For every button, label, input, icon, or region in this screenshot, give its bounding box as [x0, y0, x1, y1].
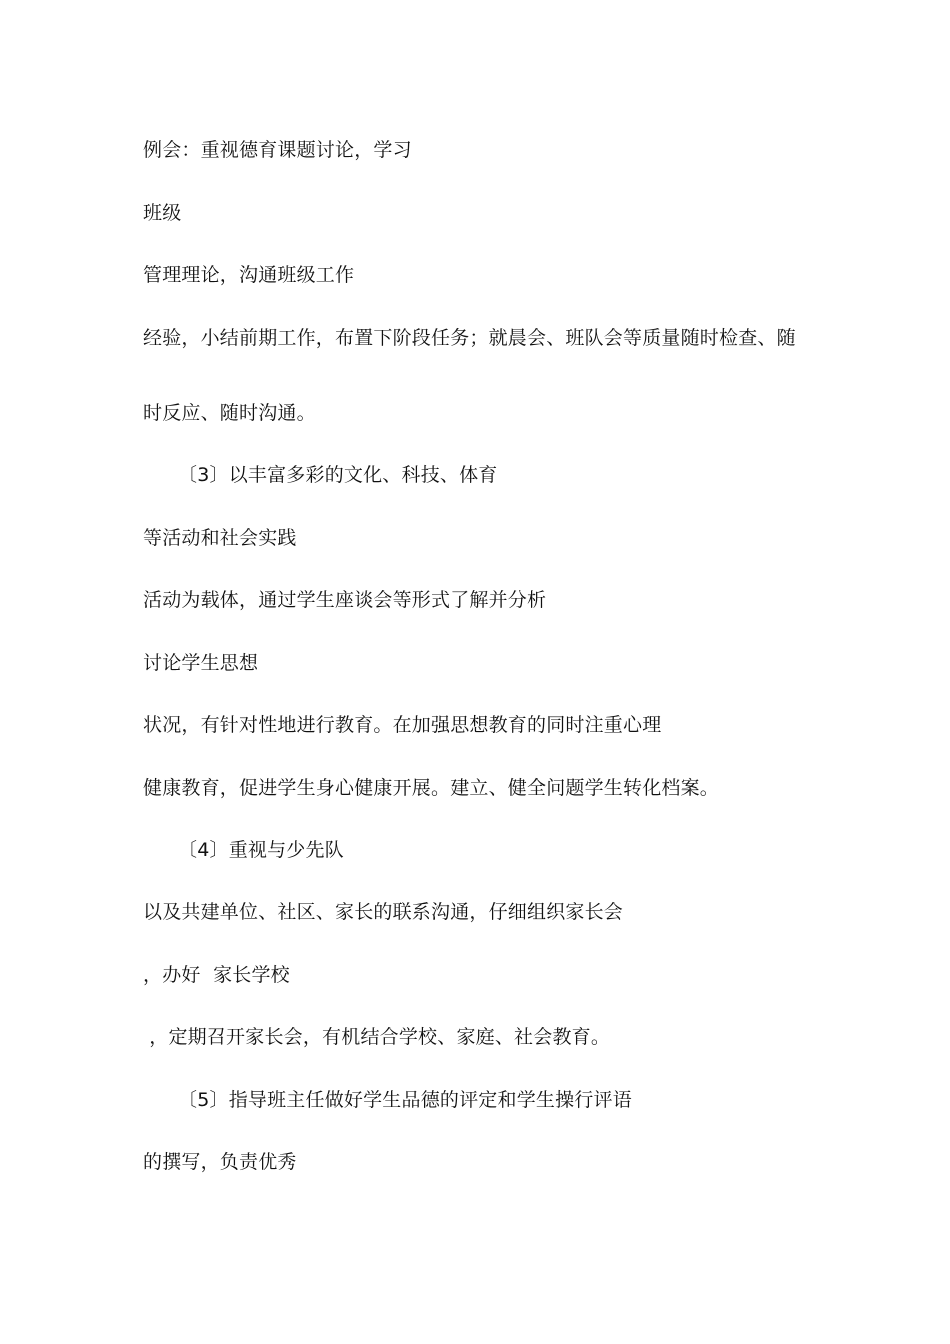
- text-line: 管理理论，沟通班级工作: [143, 264, 355, 286]
- text-line: 活动为载体，通过学生座谈会等形式了解并分析: [143, 589, 547, 611]
- text-line: 的撰写，负责优秀: [143, 1151, 297, 1173]
- text-line: ，定期召开家长会，有机结合学校、家庭、社会教育。: [143, 1026, 611, 1048]
- text-line: 健康教育，促进学生身心健康开展。建立、健全问题学生转化档案。: [143, 777, 720, 799]
- numbered-paragraph-4: 〔4〕重视与少先队: [178, 839, 344, 861]
- text-line: 例会：重视德育课题讨论，学习: [143, 139, 412, 161]
- text-line: 等活动和社会实践: [143, 527, 297, 549]
- text-line: ，办好 家长学校: [143, 964, 290, 986]
- text-line: 经验，小结前期工作，布置下阶段任务；就晨会、班队会等质量随时检查、随: [143, 327, 796, 349]
- numbered-paragraph-5: 〔5〕指导班主任做好学生品德的评定和学生操行评语: [178, 1089, 632, 1111]
- text-line: 状况，有针对性地进行教育。在加强思想教育的同时注重心理: [143, 714, 662, 736]
- text-line: 时反应、随时沟通。: [143, 402, 316, 424]
- text-line: 以及共建单位、社区、家长的联系沟通，仔细组织家长会: [143, 901, 624, 923]
- numbered-paragraph-3: 〔3〕以丰富多彩的文化、科技、体育: [178, 464, 498, 486]
- text-line: 班级: [143, 202, 182, 224]
- text-line: 讨论学生思想: [143, 652, 259, 674]
